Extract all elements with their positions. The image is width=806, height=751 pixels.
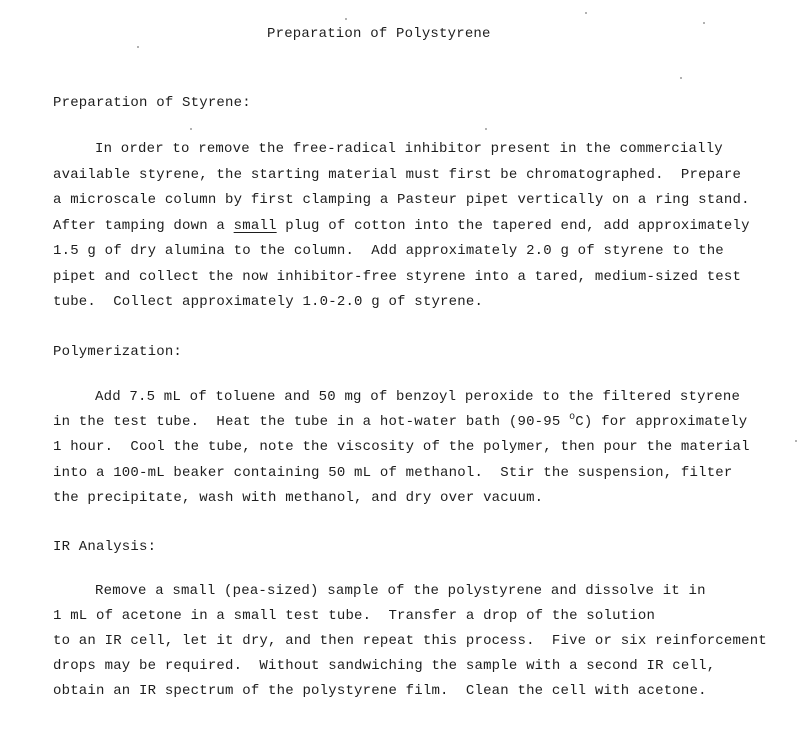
paragraph-line: available styrene, the starting material must first be chromatographed. Prepare [53, 167, 742, 183]
paragraph-line: In order to remove the free-radical inhibitor present in the commercially [95, 141, 723, 157]
scan-speck [345, 18, 347, 20]
paragraph-line: into a 100-mL beaker containing 50 mL of methanol. Stir the suspension, filter [53, 465, 733, 481]
paragraph-line: obtain an IR spectrum of the polystyrene film. Clean the cell with acetone. [53, 683, 707, 699]
paragraph-line: 1.5 g of dry alumina to the column. Add approximately 2.0 g of styrene to the [53, 243, 724, 259]
scan-speck [703, 22, 705, 24]
section-heading-styrene: Preparation of Styrene: [53, 95, 251, 111]
scan-speck [485, 128, 487, 130]
section-heading-ir-analysis: IR Analysis: [53, 539, 157, 555]
paragraph-line: a microscale column by first clamping a Pasteur pipet vertically on a ring stand. [53, 192, 750, 208]
scan-speck [137, 46, 139, 48]
paragraph-line: pipet and collect the now inhibitor-free styrene into a tared, medium-sized test [53, 269, 742, 285]
text-run: C) for approximately [575, 414, 748, 430]
paragraph-line: Add 7.5 mL of toluene and 50 mg of benzoyl peroxide to the filtered styrene [95, 389, 741, 405]
section-heading-polymerization: Polymerization: [53, 344, 183, 360]
paragraph-line [53, 217, 750, 235]
degree-superscript: o [569, 412, 576, 423]
paragraph-line: Remove a small (pea-sized) sample of the polystyrene and dissolve it in [95, 583, 706, 599]
paragraph-line [53, 413, 747, 431]
paragraph-line: to an IR cell, let it dry, and then repeat this process. Five or six reinforcement [53, 633, 767, 649]
paragraph-line: 1 hour. Cool the tube, note the viscosity of the polymer, then pour the material [53, 439, 750, 455]
page-title: Preparation of Polystyrene [267, 26, 491, 42]
paragraph-line: tube. Collect approximately 1.0-2.0 g of styrene. [53, 294, 484, 310]
text-run: plug of cotton into the tapered end, add approximately [276, 218, 750, 234]
underlined-word: small [233, 218, 277, 234]
scan-speck [190, 128, 192, 130]
paragraph-line: drops may be required. Without sandwiching the sample with a second IR cell, [53, 658, 716, 674]
scan-speck [680, 77, 682, 79]
scan-speck [795, 440, 797, 442]
paragraph-line: 1 mL of acetone in a small test tube. Transfer a drop of the solution [53, 608, 656, 624]
text-run: After tamping down a [53, 218, 234, 234]
paragraph-line: the precipitate, wash with methanol, and dry over vacuum. [53, 490, 544, 506]
text-run: in the test tube. Heat the tube in a hot-water bath (90-95 [53, 414, 570, 430]
scan-speck [585, 12, 587, 14]
